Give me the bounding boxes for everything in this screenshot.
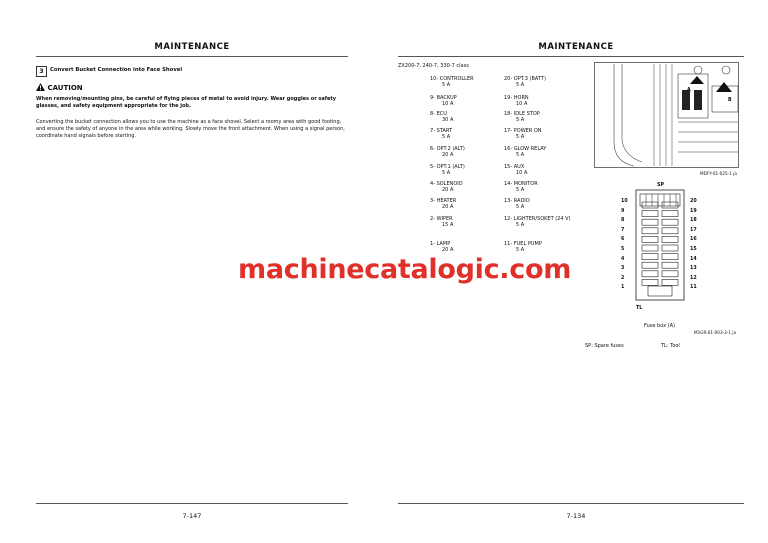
fuse-name: 7- START (430, 128, 452, 134)
left-header: MAINTENANCE (154, 42, 230, 52)
fuse-slot (662, 279, 678, 285)
fuse-slot (642, 202, 658, 208)
fuse-name: 11- FUEL PUMP (504, 241, 542, 247)
fuse-name: 16- GLOW RELAY (504, 146, 547, 152)
fuse-entry (430, 181, 502, 194)
fuse-slot (642, 211, 658, 217)
fuse-name: 17- POWER ON (504, 128, 542, 134)
fuse-amperage: 5 A (516, 134, 525, 141)
model-class: ZX200-7, 240-7, 330-7 class (398, 63, 469, 69)
fuse-entry (430, 241, 502, 254)
fusebox-number-left: 9 (621, 208, 625, 214)
fuse-amperage: 5 A (516, 204, 525, 211)
fusebox-number-left: 3 (621, 266, 625, 272)
fuse-amperage: 5 A (516, 82, 525, 89)
fuse-amperage: 30 A (442, 117, 454, 124)
fusebox-number-right: 19 (690, 208, 697, 214)
fusebox-caption: Fuse box (A) (644, 323, 675, 329)
fusebox-number-left: 7 (621, 227, 625, 233)
fuse-slot (642, 262, 658, 268)
fuse-amperage: 5 A (516, 247, 525, 254)
fuse-amperage: 5 A (442, 82, 451, 89)
fuse-amperage: 20 A (442, 152, 454, 159)
fuse-entry (430, 198, 502, 211)
step-title: Convert Bucket Connection into Face Shovel (50, 67, 183, 73)
fuse-slot (662, 262, 678, 268)
fusebox-number-right: 16 (690, 237, 697, 243)
fuse-entry (430, 76, 502, 89)
fuse-name: 20- OPT.3 (BATT) (504, 76, 546, 82)
fuse-slot (662, 211, 678, 217)
fuse-entry (430, 164, 502, 177)
fuse-entry (504, 128, 576, 141)
fusebox-number-right: 15 (690, 247, 697, 252)
fuse-name: 8- ECU (430, 111, 447, 117)
fusebox-number-right: 14 (690, 256, 697, 262)
fuse-name: 14- MONITOR (504, 181, 538, 187)
fuse-amperage: 5 A (516, 187, 525, 194)
diagram-code-top: MDFY-01-025-1 ja (700, 171, 737, 176)
fuse-name: 12- LIGHTER/SOKET (24 V) (504, 216, 571, 222)
fuse-amperage: 5 A (516, 117, 525, 124)
right-footer-rule (398, 503, 744, 504)
right-header-rule (398, 56, 744, 57)
fuse-name: 19- HORN (504, 95, 529, 101)
fuse-name: 9- BACKUP (430, 95, 457, 101)
fuse-entry (430, 128, 502, 141)
body-text: Converting the bucket connection allows you to use the machine as a face shovel. Select a roomy area with good footing, and ensure the safety of anyone in the area while working. Slowly move the front attachment. When using a signal person, coordinate hand signals before starting. (36, 119, 345, 139)
watermark: machinecatalogic.com (238, 254, 572, 285)
fusebox-location-diagram (594, 62, 744, 170)
fuse-name: 1- LAMP (430, 241, 451, 247)
fuse-entry (504, 181, 576, 194)
fuse-slot (642, 236, 658, 242)
diagram-letter-b: B (728, 98, 732, 103)
caution-heading (36, 83, 83, 92)
fuse-entry (504, 241, 576, 254)
fuse-name: 5- OPT.1 (ALT) (430, 164, 465, 170)
fuse-amperage: 20 A (442, 247, 454, 254)
fusebox-number-left: 6 (621, 237, 625, 243)
fusebox-tl-label: TL (636, 306, 643, 311)
fuse-amperage: 10 A (442, 101, 454, 108)
fuse-slot (662, 228, 678, 234)
fuse-amperage: 5 A (516, 222, 525, 229)
fuse-entry (504, 76, 576, 89)
legend-spare-fuses: SP: Spare fuses (585, 343, 624, 349)
right-page-number: 7-134 (566, 512, 586, 520)
fuse-name: 6- OPT.2 (ALT) (430, 146, 465, 152)
fuse-name: 3- HEATER (430, 198, 457, 204)
fuse-name: 2- WIPER (430, 216, 453, 222)
legend-tool: TL: Tool (661, 343, 680, 349)
fusebox-number-left: 10 (621, 199, 628, 204)
left-page-number: 7-147 (182, 512, 202, 520)
fusebox-number-right: 18 (690, 218, 697, 224)
fuse-amperage: 20 A (442, 204, 454, 211)
fuse-entry (504, 111, 576, 124)
diagram-letter-a: A (687, 88, 691, 93)
fuse-entry (430, 216, 502, 229)
fuse-slot (662, 219, 678, 225)
left-header-rule (36, 56, 348, 57)
fusebox-code: M1GR-01-003-3-1 ja (694, 330, 737, 335)
fuse-entry (430, 146, 502, 159)
fusebox-number-right: 13 (690, 266, 697, 272)
fusebox-number-right: 11 (690, 285, 697, 291)
fuse-amperage: 20 A (442, 187, 454, 194)
fuse-name: 10- CONTROLLER (430, 76, 474, 82)
fuse-slot (642, 279, 658, 285)
fuse-slot (642, 254, 658, 260)
warning-icon (36, 83, 45, 91)
fusebox-number-left: 5 (621, 247, 625, 252)
fuse-amperage: 5 A (442, 170, 451, 177)
fuse-entry (430, 95, 502, 108)
fuse-name: 4- SOLENOID (430, 181, 463, 187)
fuse-slot (642, 271, 658, 277)
fuse-amperage: 5 A (442, 134, 451, 141)
fusebox-number-left: 1 (621, 285, 625, 291)
fuse-slot (662, 245, 678, 251)
fusebox-number-right: 17 (690, 227, 697, 233)
fusebox-number-right: 12 (690, 275, 697, 281)
fuse-name: 15- AUX (504, 164, 525, 170)
step-number: 3 (36, 66, 47, 77)
fuse-slot (642, 219, 658, 225)
fuse-amperage: 10 A (516, 101, 528, 108)
fuse-name: 18- IDLE STOP (504, 111, 540, 117)
fuse-name: 13- RADIO (504, 198, 530, 204)
fuse-entry (504, 216, 576, 229)
fuse-entry (504, 198, 576, 211)
fuse-entry (504, 164, 576, 177)
fuse-slot (662, 271, 678, 277)
fuse-entry (430, 111, 502, 124)
fuse-slot (642, 228, 658, 234)
fusebox-sp-label: SP (657, 183, 664, 188)
caution-text: When removing/mounting pins, be careful of flying pieces of metal to avoid injury. Wear goggles or safety glasses, and safety equipment appropriate for the job. (36, 96, 336, 109)
fuse-slot (642, 245, 658, 251)
fuse-slot (662, 236, 678, 242)
fuse-entry (504, 146, 576, 159)
fuse-amperage: 5 A (516, 152, 525, 159)
fuse-amperage: 10 A (516, 170, 528, 177)
fusebox-diagram (634, 188, 686, 306)
caution-label: CAUTION (47, 84, 83, 92)
fuse-slot (662, 254, 678, 260)
fusebox-number-left: 8 (621, 218, 625, 224)
fusebox-number-left: 4 (621, 256, 625, 262)
fuse-amperage: 15 A (442, 222, 454, 229)
right-header: MAINTENANCE (538, 42, 614, 52)
fusebox-number-left: 2 (621, 275, 625, 281)
left-footer-rule (36, 503, 348, 504)
fuse-entry (504, 95, 576, 108)
fusebox-number-right: 20 (690, 199, 697, 204)
